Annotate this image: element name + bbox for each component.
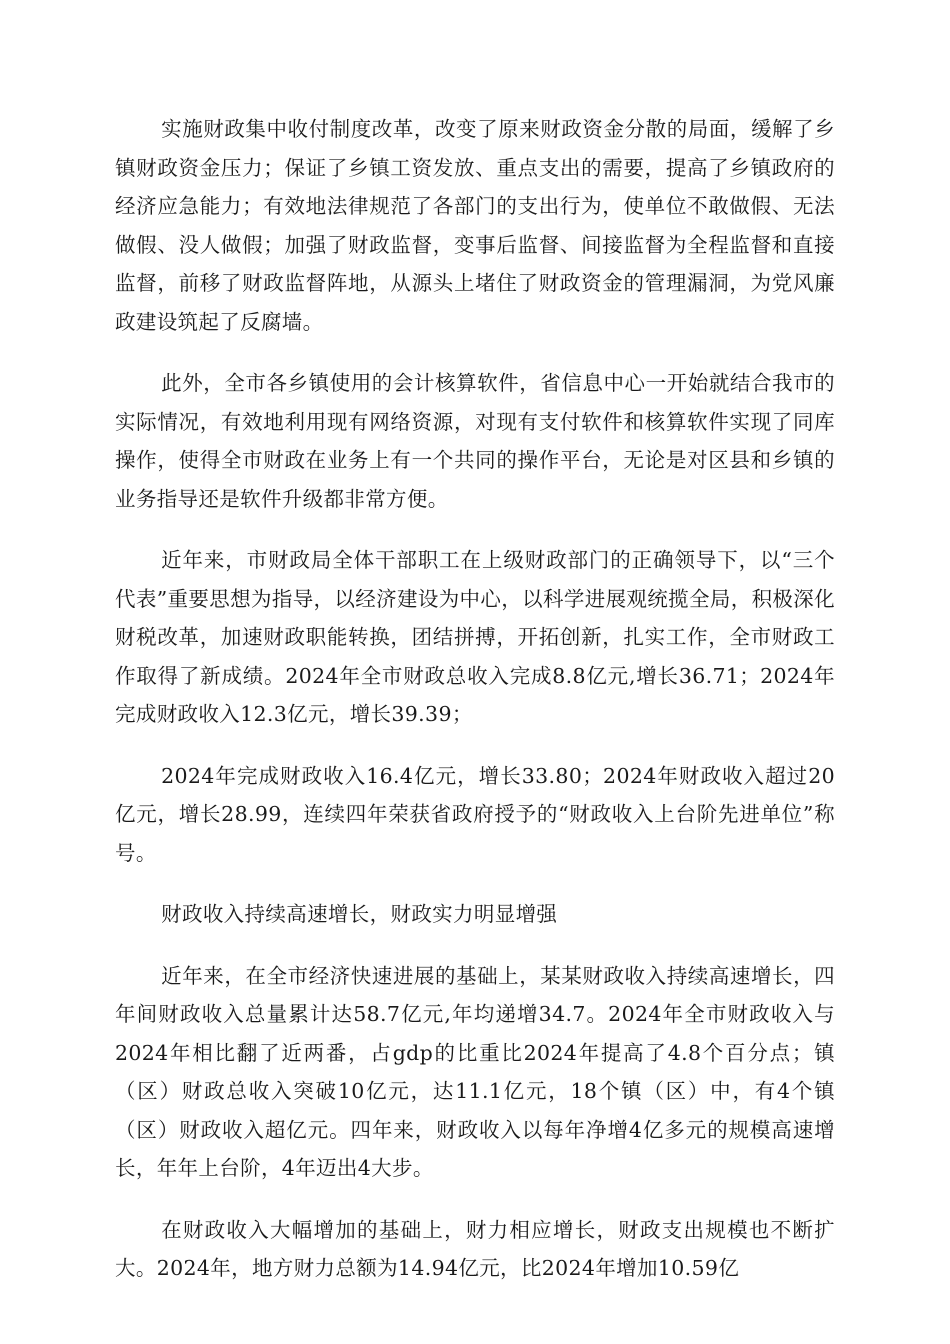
paragraph-revenue-growth: 2024年完成财政收入16.4亿元，增长33.80；2024年财政收入超过20亿元，增长28.99，连续四年荣获省政府授予的“财政收入上台阶先进单位”称号。 xyxy=(115,763,835,865)
paragraph-expenditure: 在财政收入大幅增加的基础上，财力相应增长，财政支出规模也不断扩大。2024年，地方财力总额为14.94亿元，比2024年增加10.59亿 xyxy=(115,1217,835,1280)
section-heading: 财政收入持续高速增长，财政实力明显增强 xyxy=(161,902,558,926)
paragraph-reform-results: 实施财政集中收付制度改革，改变了原来财政资金分散的局面，缓解了乡镇财政资金压力；保证了乡镇工资发放、重点支出的需要，提高了乡镇政府的经济应急能力；有效地法律规范了各部门的支出行为，使单位不敢做假、无法做假、没人做假；加强了财政监督，变事后监督、间接监督为全程监督和直接监督，前移了财政监督阵地，从源头上堵住了财政资金的管理漏洞，为党风廉政建设筑起了反腐墙。 xyxy=(115,117,835,334)
paragraph-recent-achievements: 近年来，市财政局全体干部职工在上级财政部门的正确领导下，以“三个代表”重要思想为指导，以经济建设为中心，以科学进展观统揽全局，积极深化财税改革，加速财政职能转换，团结拼搏，开拓创新，扎实工作，全市财政工作取得了新成绩。2024年全市财政总收入完成8.8亿元,增长36.71；2024年完成财政收入12.3亿元，增长39.39； xyxy=(115,548,835,726)
document-body xyxy=(115,110,835,1311)
paragraph-revenue-total: 近年来，在全市经济快速进展的基础上，某某财政收入持续高速增长，四年间财政收入总量累计达58.7亿元,年均递增34.7。2024年全市财政收入与2024年相比翻了近两番，占gdp的比重比2024年提高了4.8个百分点；镇（区）财政总收入突破10亿元，达11.1亿元，18个镇（区）中，有4个镇（区）财政收入超亿元。四年来，财政收入以每年净增4亿多元的规模高速增长，年年上台阶，4年迈出4大步。 xyxy=(115,963,835,1180)
paragraph-accounting-software: 此外，全市各乡镇使用的会计核算软件，省信息中心一开始就结合我市的实际情况，有效地利用现有网络资源，对现有支付软件和核算软件实现了同库操作，使得全市财政在业务上有一个共同的操作平台，无论是对区县和乡镇的业务指导还是软件升级都非常方便。 xyxy=(115,371,835,511)
